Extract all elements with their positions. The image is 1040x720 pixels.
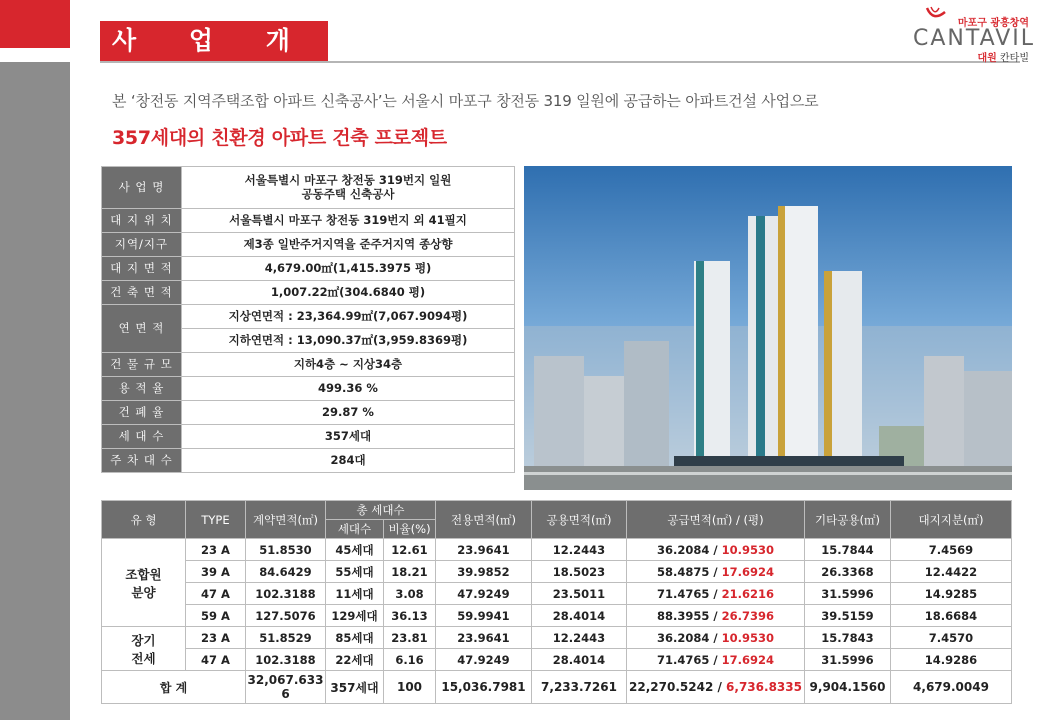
cell-supply-m2: 71.4765 / <box>657 652 722 667</box>
cell-other: 39.5159 <box>805 605 891 627</box>
table-header-row <box>102 501 1012 520</box>
total-other: 9,904.1560 <box>805 671 891 704</box>
zone-value: 제3종 일반주거지역을 준주거지역 종상향 <box>182 233 515 257</box>
total-supply <box>627 671 805 704</box>
far-value: 499.36 % <box>182 377 515 401</box>
zone-label: 지역/지구 <box>102 233 182 257</box>
cell-land: 12.4422 <box>891 561 1012 583</box>
cell-type: 47 A <box>186 583 246 605</box>
cell-other: 31.5996 <box>805 583 891 605</box>
col-ratio: 비율(%) <box>384 520 436 539</box>
table-row <box>102 257 515 281</box>
cell-contract: 102.3188 <box>246 583 326 605</box>
project-name-value <box>182 167 515 209</box>
cell-households: 22세대 <box>326 649 384 671</box>
col-supply-area: 공급면적(㎡) / (평) <box>627 501 805 539</box>
cell-land: 7.4569 <box>891 539 1012 561</box>
cell-common: 12.2443 <box>532 627 627 649</box>
parking-value: 284대 <box>182 449 515 473</box>
table-row <box>102 167 515 209</box>
building-area-value: 1,007.22㎡(304.6840 평) <box>182 281 515 305</box>
group-members-line-1: 조합원 <box>125 566 162 582</box>
table-row <box>102 605 1012 627</box>
headline: 357세대의 친환경 아파트 건축 프로젝트 <box>112 127 447 149</box>
col-common-area: 공용면적(㎡) <box>532 501 627 539</box>
col-type-group: 유 형 <box>102 501 186 539</box>
col-type: TYPE <box>186 501 246 539</box>
total-exclusive: 15,036.7981 <box>436 671 532 704</box>
cell-common: 28.4014 <box>532 605 627 627</box>
far-label: 용 적 율 <box>102 377 182 401</box>
cell-land: 14.9286 <box>891 649 1012 671</box>
households-value: 357세대 <box>182 425 515 449</box>
cell-supply-m2: 71.4765 / <box>657 586 722 601</box>
cell-exclusive: 39.9852 <box>436 561 532 583</box>
table-row <box>102 425 515 449</box>
group-members <box>102 539 186 627</box>
gross-area-label: 연 면 적 <box>102 305 182 353</box>
cell-supply <box>627 649 805 671</box>
total-supply-pyeong: 6,736.8335 <box>726 680 802 694</box>
group-lease-line-2: 전세 <box>131 650 156 666</box>
table-row <box>102 649 1012 671</box>
bcr-label: 건 폐 율 <box>102 401 182 425</box>
group-lease-line-1: 장기 <box>131 632 156 648</box>
cell-ratio: 36.13 <box>384 605 436 627</box>
cell-type: 23 A <box>186 627 246 649</box>
logo-brand-text: 칸타빌 <box>1000 53 1029 64</box>
cell-supply-m2: 58.4875 / <box>657 564 722 579</box>
scale-label: 건 물 규 모 <box>102 353 182 377</box>
col-total-households: 총 세대수 <box>326 501 436 520</box>
cell-ratio: 23.81 <box>384 627 436 649</box>
cell-supply-pyeong: 10.9530 <box>721 542 774 557</box>
table-total-row <box>102 671 1012 704</box>
apartment-rendering-image <box>524 166 1012 490</box>
total-contract-line-2: 6 <box>281 687 290 701</box>
total-contract-line-1: 32,067.633 <box>247 673 324 687</box>
col-other-common: 기타공용(㎡) <box>805 501 891 539</box>
cell-supply <box>627 539 805 561</box>
intro-text: 본 ‘창전동 지역주택조합 아파트 신축공사’는 서울시 마포구 창전동 319 일원에 공급하는 아파트건설 사업으로 <box>112 92 819 110</box>
cell-supply-pyeong: 21.6216 <box>721 586 774 601</box>
cell-land: 7.4570 <box>891 627 1012 649</box>
cell-ratio: 6.16 <box>384 649 436 671</box>
cell-ratio: 18.21 <box>384 561 436 583</box>
gross-area-below-value: 지하연면적 : 13,090.37㎡(3,959.8369평) <box>182 329 515 353</box>
logo-brand <box>978 49 1030 64</box>
table-row <box>102 209 515 233</box>
cell-other: 26.3368 <box>805 561 891 583</box>
logo-wordmark: CANTAVIL <box>913 26 1036 51</box>
cell-supply-pyeong: 17.6924 <box>721 564 774 579</box>
logo-brand-red: 대원 <box>977 53 997 64</box>
total-households: 357세대 <box>326 671 384 704</box>
cell-other: 15.7843 <box>805 627 891 649</box>
unit-breakdown-table <box>101 500 1012 704</box>
project-name-line-1: 서울특별시 마포구 창전동 319번지 일원 <box>244 173 452 188</box>
left-gray-bar <box>0 62 70 720</box>
cell-common: 12.2443 <box>532 539 627 561</box>
total-contract <box>246 671 326 704</box>
total-land: 4,679.0049 <box>891 671 1012 704</box>
cell-exclusive: 47.9249 <box>436 583 532 605</box>
project-name-label: 사 업 명 <box>102 167 182 209</box>
parking-label: 주 차 대 수 <box>102 449 182 473</box>
table-row <box>102 627 1012 649</box>
cell-contract: 102.3188 <box>246 649 326 671</box>
total-supply-m2: 22,270.5242 / <box>629 680 727 694</box>
group-lease <box>102 627 186 671</box>
cell-contract: 51.8530 <box>246 539 326 561</box>
cell-ratio: 3.08 <box>384 583 436 605</box>
table-row <box>102 377 515 401</box>
cell-other: 15.7844 <box>805 539 891 561</box>
table-row <box>102 539 1012 561</box>
cell-land: 18.6684 <box>891 605 1012 627</box>
cell-households: 11세대 <box>326 583 384 605</box>
cell-type: 47 A <box>186 649 246 671</box>
total-ratio: 100 <box>384 671 436 704</box>
logo-tagline: 마포구 광흥창역 <box>957 18 1029 29</box>
col-contract-area: 계약면적(㎡) <box>246 501 326 539</box>
table-row <box>102 401 515 425</box>
cell-households: 85세대 <box>326 627 384 649</box>
cell-common: 18.5023 <box>532 561 627 583</box>
cell-supply <box>627 583 805 605</box>
table-row <box>102 583 1012 605</box>
cell-supply-pyeong: 26.7396 <box>721 608 774 623</box>
cell-households: 45세대 <box>326 539 384 561</box>
site-area-value: 4,679.00㎡(1,415.3975 평) <box>182 257 515 281</box>
cell-common: 28.4014 <box>532 649 627 671</box>
col-households: 세대수 <box>326 520 384 539</box>
col-land-share: 대지지분(㎡) <box>891 501 1012 539</box>
cell-households: 55세대 <box>326 561 384 583</box>
cell-land: 14.9285 <box>891 583 1012 605</box>
cell-supply <box>627 627 805 649</box>
cell-type: 23 A <box>186 539 246 561</box>
site-location-value: 서울특별시 마포구 창전동 319번지 외 41필지 <box>182 209 515 233</box>
cell-supply-m2: 36.2084 / <box>657 630 722 645</box>
site-area-label: 대 지 면 적 <box>102 257 182 281</box>
cell-exclusive: 59.9941 <box>436 605 532 627</box>
table-row <box>102 353 515 377</box>
table-row <box>102 449 515 473</box>
cell-type: 59 A <box>186 605 246 627</box>
cell-type: 39 A <box>186 561 246 583</box>
site-location-label: 대 지 위 치 <box>102 209 182 233</box>
total-label: 합 계 <box>102 671 246 704</box>
households-label: 세 대 수 <box>102 425 182 449</box>
col-exclusive-area: 전용면적(㎡) <box>436 501 532 539</box>
cell-exclusive: 23.9641 <box>436 539 532 561</box>
project-name-line-2: 공동주택 신축공사 <box>301 186 395 201</box>
cell-supply-pyeong: 10.9530 <box>721 630 774 645</box>
cell-supply-m2: 88.3955 / <box>657 608 722 623</box>
left-red-bar <box>0 0 70 48</box>
logo-swoosh-icon <box>925 6 947 26</box>
cantavil-logo <box>905 4 1036 64</box>
cell-exclusive: 23.9641 <box>436 627 532 649</box>
building-area-label: 건 축 면 적 <box>102 281 182 305</box>
cell-exclusive: 47.9249 <box>436 649 532 671</box>
table-row <box>102 305 515 329</box>
cell-supply-pyeong: 17.6924 <box>721 652 774 667</box>
table-row <box>102 233 515 257</box>
page-title: 사 업 개 요 <box>100 21 328 61</box>
cell-households: 129세대 <box>326 605 384 627</box>
table-row <box>102 281 515 305</box>
cell-supply <box>627 605 805 627</box>
bcr-value: 29.87 % <box>182 401 515 425</box>
total-common: 7,233.7261 <box>532 671 627 704</box>
cell-other: 31.5996 <box>805 649 891 671</box>
group-members-line-2: 분양 <box>131 584 156 600</box>
cell-supply <box>627 561 805 583</box>
cell-contract: 84.6429 <box>246 561 326 583</box>
gross-area-above-value: 지상연면적 : 23,364.99㎡(7,067.9094평) <box>182 305 515 329</box>
project-info-table <box>101 166 515 473</box>
scale-value: 지하4층 ~ 지상34층 <box>182 353 515 377</box>
cell-supply-m2: 36.2084 / <box>657 542 722 557</box>
cell-contract: 51.8529 <box>246 627 326 649</box>
cell-ratio: 12.61 <box>384 539 436 561</box>
table-row <box>102 561 1012 583</box>
title-divider <box>100 61 1020 63</box>
cell-common: 23.5011 <box>532 583 627 605</box>
cell-contract: 127.5076 <box>246 605 326 627</box>
